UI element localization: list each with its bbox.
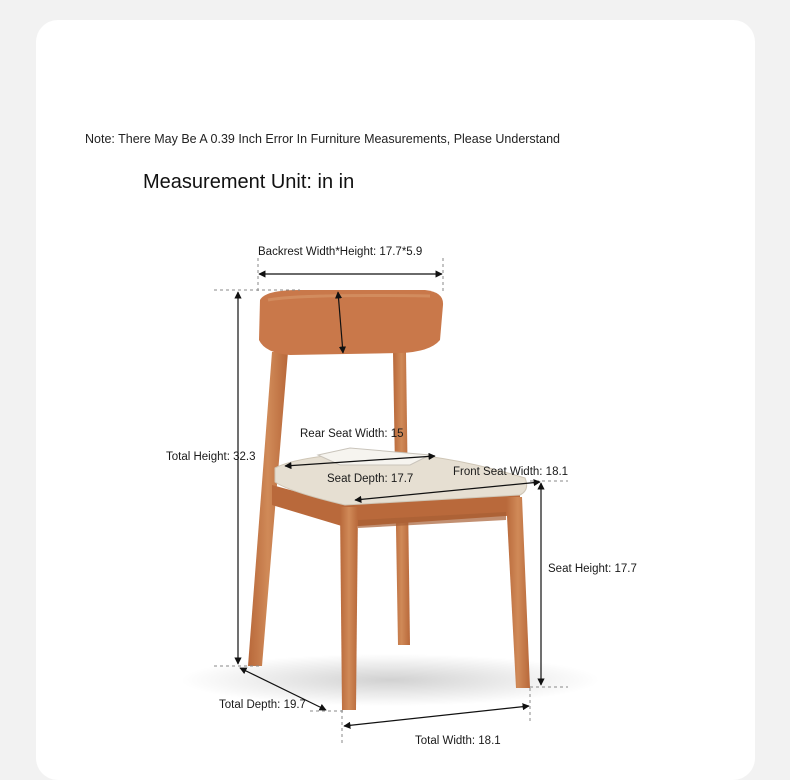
front-seat-width-label: Front Seat Width: 18.1: [453, 466, 569, 478]
seat-height-label: Seat Height: 17.7: [548, 563, 637, 575]
measurement-note: Note: There May Be A 0.39 Inch Error In Furniture Measurements, Please Understand: [85, 132, 561, 146]
rear-left-leg: [248, 352, 288, 666]
chair-image: [248, 290, 530, 710]
total-width-arrow: [344, 706, 529, 726]
total-height-label: Total Height: 32.3: [166, 451, 256, 463]
front-left-leg: [340, 507, 358, 710]
measurement-unit-title: Measurement Unit: in in: [143, 171, 355, 193]
backrest: [259, 290, 443, 355]
backrest-label: Backrest Width*Height: 17.7*5.9: [258, 246, 423, 258]
total-depth-label: Total Depth: 19.7: [219, 699, 306, 711]
total-width-label: Total Width: 18.1: [415, 735, 501, 747]
rear-seat-width-label: Rear Seat Width: 15: [300, 428, 404, 440]
seat-depth-label: Seat Depth: 17.7: [327, 473, 414, 485]
